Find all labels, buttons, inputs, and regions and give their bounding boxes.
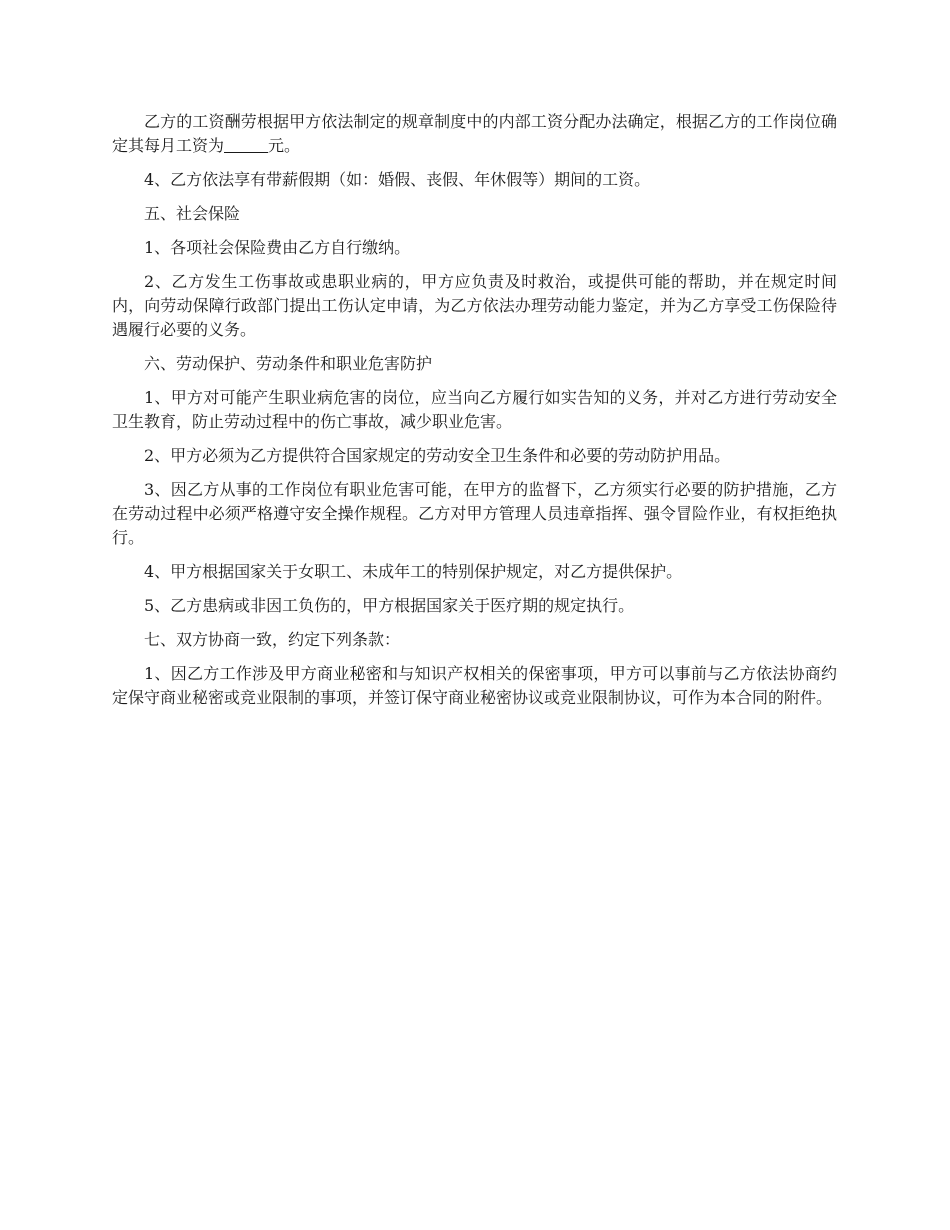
document-body	[112, 110, 837, 720]
paragraph-medical-period: 5、乙方患病或非因工负伤的，甲方根据国家关于医疗期的规定执行。	[144, 596, 635, 615]
paragraph-protective-equipment: 2、甲方必须为乙方提供符合国家规定的劳动安全卫生条件和必要的劳动防护用品。	[144, 446, 731, 465]
section-heading-agreed-terms: 七、双方协商一致，约定下列条款：	[144, 630, 401, 649]
paragraph-work-injury: 2、乙方发生工伤事故或患职业病的，甲方应负责及时救治，或提供可能的帮助，并在规定时间内，向劳动保障行政部门提出工伤认定申请，为乙方依法办理劳动能力鉴定，并为乙方享受工伤保险待遇履行必要的义务。	[112, 272, 837, 339]
paragraph-salary	[112, 110, 837, 158]
salary-text: 乙方的工资酬劳根据甲方依法制定的规章制度中的内部工资分配办法确定，根据乙方的工作岗位确定其每月工资为	[112, 112, 837, 155]
paragraph-confidentiality: 1、因乙方工作涉及甲方商业秘密和与知识产权相关的保密事项，甲方可以事前与乙方依法协商约定保守商业秘密或竞业限制的事项，并签订保守商业秘密协议或竞业限制协议，可作为本合同的附件。	[112, 664, 837, 707]
section-heading-social-insurance: 五、社会保险	[144, 204, 241, 223]
paragraph-safety-measures: 3、因乙方从事的工作岗位有职业危害可能，在甲方的监督下，乙方须实行必要的防护措施，乙方在劳动过程中必须严格遵守安全操作规程。乙方对甲方管理人员违章指挥、强令冒险作业，有权拒绝执行。	[112, 480, 837, 547]
paragraph-insurance-fees: 1、各项社会保险费由乙方自行缴纳。	[144, 238, 411, 257]
paragraph-hazard-disclosure: 1、甲方对可能产生职业病危害的岗位，应当向乙方履行如实告知的义务，并对乙方进行劳动安全卫生教育，防止劳动过程中的伤亡事故，减少职业危害。	[112, 388, 837, 431]
paragraph-special-protection: 4、甲方根据国家关于女职工、未成年工的特别保护规定，对乙方提供保护。	[144, 562, 683, 581]
section-heading-labor-protection: 六、劳动保护、劳动条件和职业危害防护	[144, 354, 433, 373]
salary-blank	[224, 136, 268, 153]
salary-text-end: 元。	[268, 136, 301, 155]
paragraph-paid-leave: 4、乙方依法享有带薪假期（如：婚假、丧假、年休假等）期间的工资。	[144, 170, 651, 189]
